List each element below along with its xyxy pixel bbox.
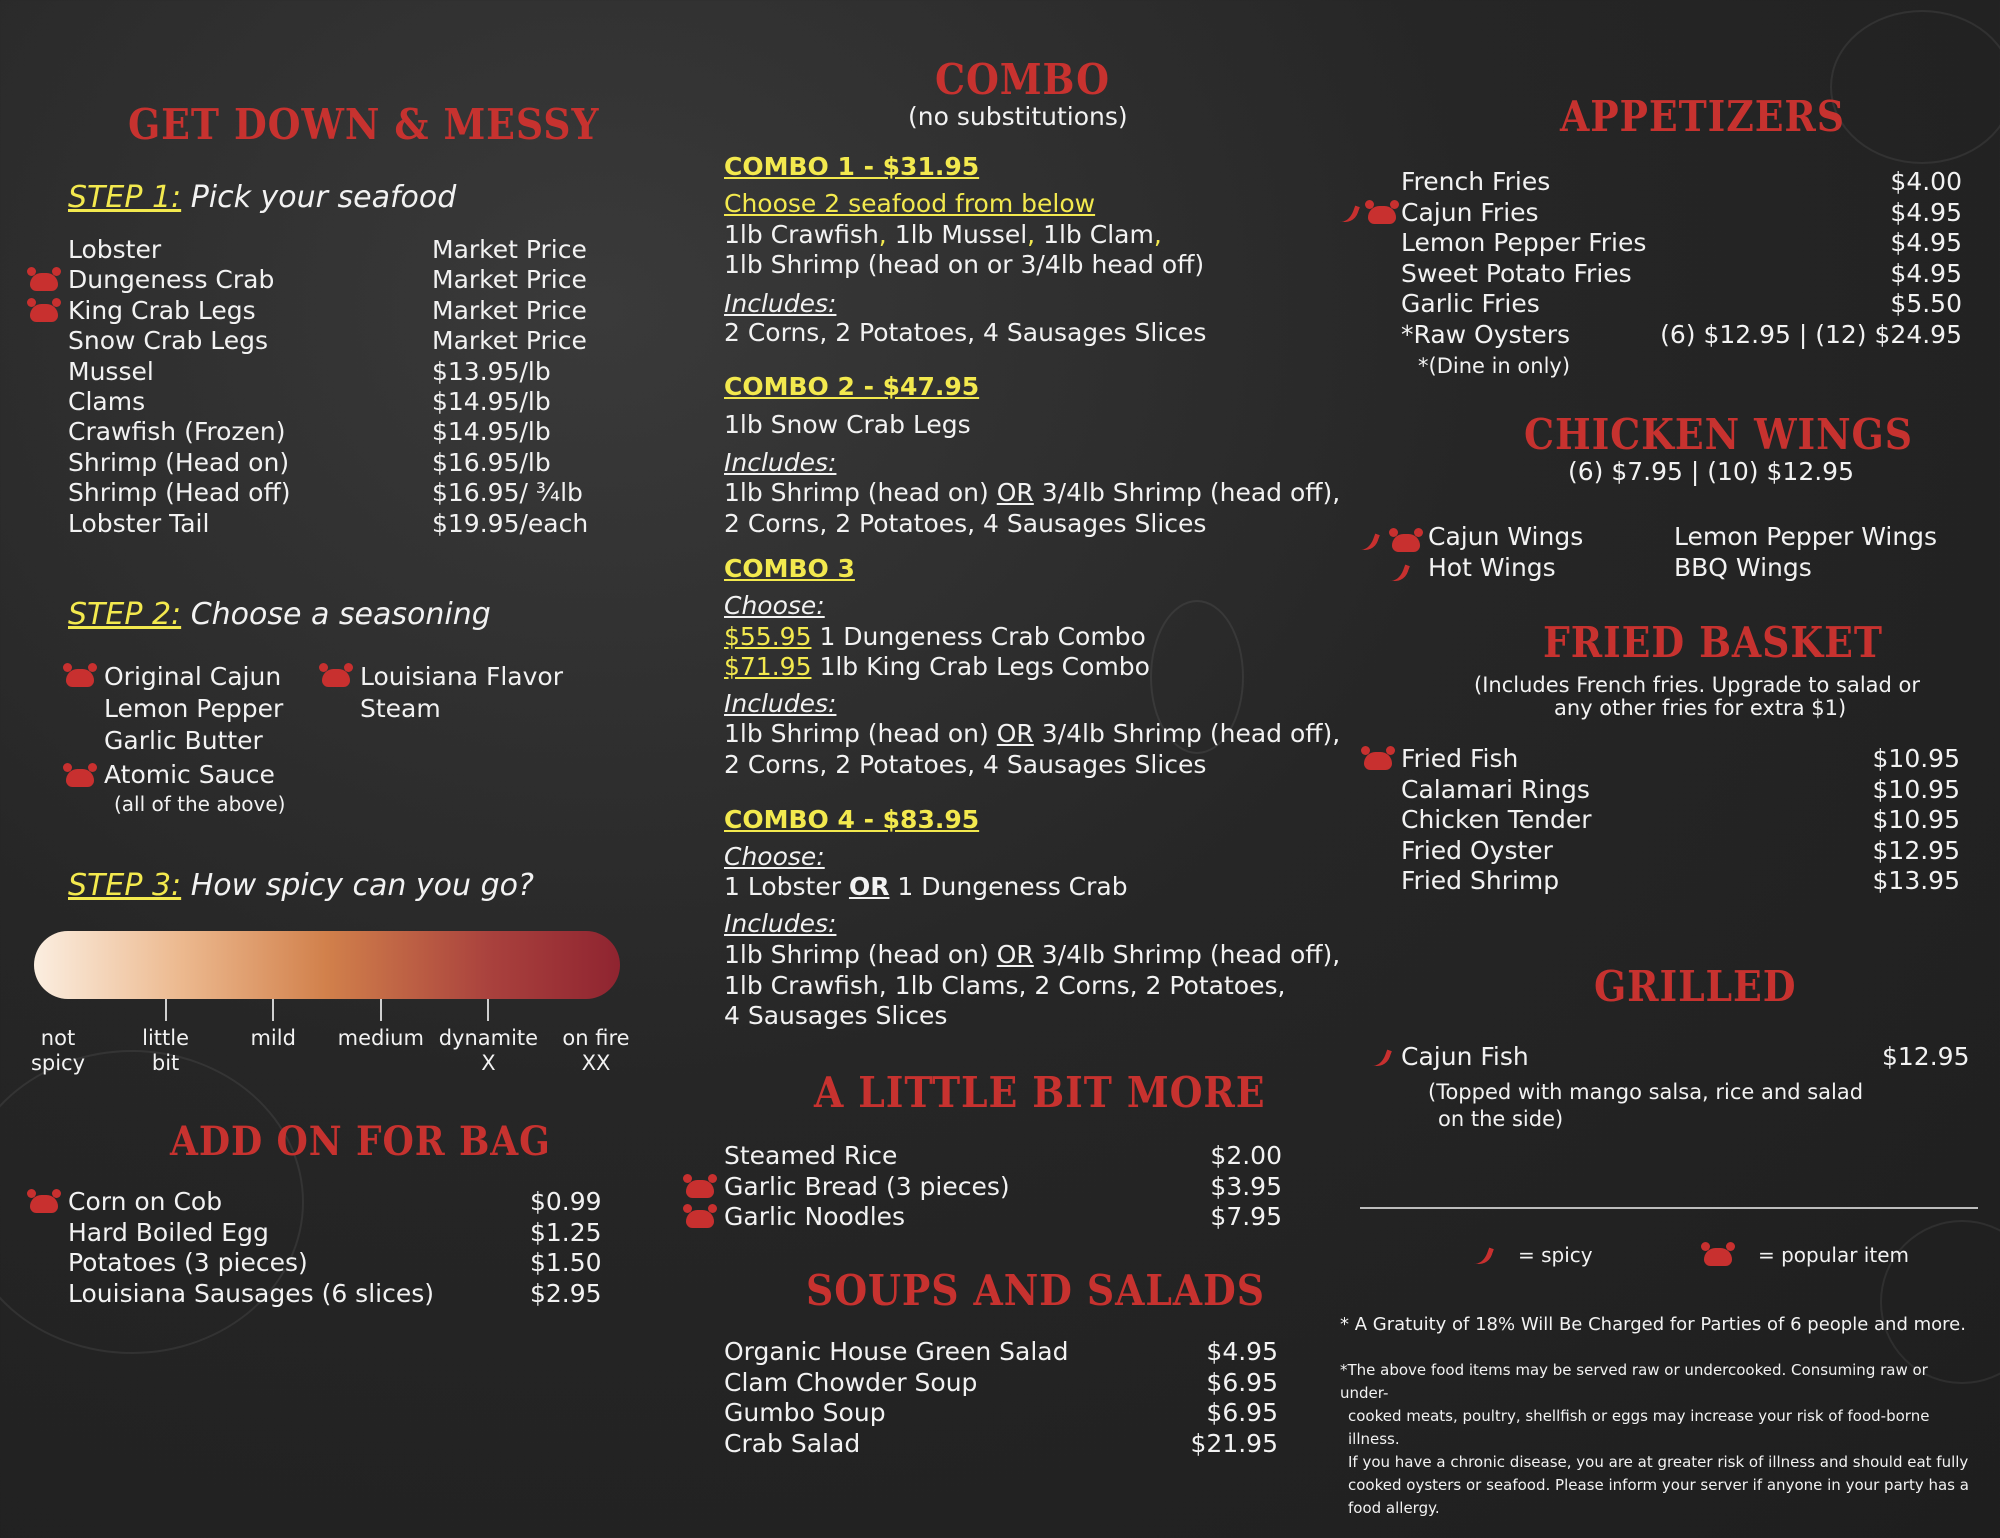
appetizer-name: Garlic Fries <box>1401 289 1540 318</box>
legend-spicy: = spicy <box>1518 1243 1593 1267</box>
soup-price: $6.95 <box>1206 1398 1278 1427</box>
wings-item: Cajun Wings <box>1428 522 1584 551</box>
grilled-note: (Topped with mango salsa, rice and salad <box>1428 1080 1864 1104</box>
combo4-includes: 4 Sausages Slices <box>724 1001 948 1030</box>
warning-line: cooked oysters or seafood. Please inform your server if anyone in your party has a <box>1348 1476 1969 1494</box>
shrimp-option: 1lb Shrimp (head on) <box>724 940 989 969</box>
seafood-price: $16.95/lb <box>432 447 551 477</box>
combo1-choose: Choose 2 seafood from below <box>724 189 1096 218</box>
seafood-price: Market Price <box>432 326 587 356</box>
allergy-warning <box>1340 1359 1980 1520</box>
little-more-name: Garlic Noodles <box>724 1202 906 1231</box>
add-on-price: $0.99 <box>530 1187 602 1216</box>
combo3-includes: 2 Corns, 2 Potatoes, 4 Sausages Slices <box>724 750 1207 779</box>
crab-icon <box>30 273 58 291</box>
crab-icon <box>1704 1248 1732 1266</box>
fried-basket-price: $10.95 <box>1872 744 1960 773</box>
combo-subtitle: (no substitutions) <box>908 102 1128 131</box>
appetizer-name: Sweet Potato Fries <box>1401 258 1632 288</box>
crab-icon <box>1392 534 1420 552</box>
seasoning-item: Atomic Sauce <box>104 760 275 789</box>
combo1-line: 1lb Shrimp (head on or 3/4lb head off) <box>724 250 1205 279</box>
soup-price: $21.95 <box>1190 1428 1278 1458</box>
seasoning-note: (all of the above) <box>114 792 286 816</box>
combo3-includes <box>724 719 1340 749</box>
fried-basket-name: Fried Oyster <box>1401 835 1553 865</box>
appetizers-title: APPETIZERS <box>1560 92 1845 141</box>
seafood-name: Shrimp (Head off) <box>68 478 291 508</box>
chili-pepper-icon <box>1359 530 1380 554</box>
seafood-price: Market Price <box>432 265 587 295</box>
grilled-title: GRILLED <box>1594 962 1797 1011</box>
seafood-name: Mussel <box>68 356 154 386</box>
divider <box>1360 1207 1978 1209</box>
combo2-title: COMBO 2 - $47.95 <box>724 372 980 401</box>
add-on-name: Hard Boiled Egg <box>68 1217 269 1247</box>
chili-pepper-icon <box>1473 1244 1494 1268</box>
combo2-line: 1lb Snow Crab Legs <box>724 410 971 439</box>
seafood-name: Crawfish (Frozen) <box>68 417 286 447</box>
combo3-option <box>724 622 1146 652</box>
seafood-name: Lobster <box>68 235 162 264</box>
fried-basket-price: $13.95 <box>1872 866 1960 895</box>
shrimp-option: 3/4lb Shrimp (head off), <box>1041 940 1341 969</box>
spice-level-label: on fire XX <box>562 1026 630 1075</box>
soup-name: Gumbo Soup <box>724 1398 886 1427</box>
combo1-option: 1lb Crawfish <box>724 220 879 249</box>
add-on-price: $1.25 <box>530 1217 602 1247</box>
combo4-choice: 1 Lobster <box>724 872 841 901</box>
step2-text: Choose a seasoning <box>190 597 491 632</box>
wings-title: CHICKEN WINGS <box>1524 410 1913 459</box>
warning-line: If you have a chronic disease, you are at greater risk of illness and should eat fully <box>1348 1453 1969 1471</box>
combo4-includes: 1lb Crawfish, 1lb Clams, 2 Corns, 2 Potatoes, <box>724 971 1286 1000</box>
includes-label: Includes: <box>724 448 837 477</box>
combo1-line: 1lb Crawfish, 1lb Mussel, 1lb Clam, <box>724 220 1162 249</box>
add-on-title: ADD ON FOR BAG <box>170 1118 551 1165</box>
add-on-name: Potatoes (3 pieces) <box>68 1248 308 1277</box>
seafood-price: Market Price <box>432 295 587 325</box>
fried-basket-price: $12.95 <box>1872 835 1960 865</box>
appetizer-name: French Fries <box>1401 167 1551 196</box>
seasoning-item: Louisiana Flavor <box>360 662 563 691</box>
step1-text: Pick your seafood <box>190 180 457 215</box>
chili-pepper-icon <box>1339 202 1360 226</box>
grilled-item: Cajun Fish <box>1401 1042 1529 1071</box>
fried-basket-name: Calamari Rings <box>1401 774 1590 804</box>
combo2-includes <box>724 478 1340 508</box>
appetizer-price: $4.00 <box>1890 167 1962 196</box>
crab-icon <box>686 1180 714 1198</box>
little-more-price: $7.95 <box>1210 1202 1282 1231</box>
spice-level-label: mild <box>250 1026 296 1050</box>
combo1-title: COMBO 1 - $31.95 <box>724 152 980 181</box>
fried-basket-name: Fried Fish <box>1401 744 1519 773</box>
seasoning-item: Steam <box>360 694 441 723</box>
step3-text: How spicy can you go? <box>190 868 534 903</box>
chili-pepper-icon <box>1389 561 1410 585</box>
seafood-price: $16.95/ ¾lb <box>432 478 583 508</box>
warning-line: food allergy. <box>1348 1499 1440 1517</box>
add-on-price: $2.95 <box>530 1278 602 1308</box>
seasoning-item: Lemon Pepper <box>104 694 284 723</box>
seafood-name: Dungeness Crab <box>68 265 275 295</box>
fried-basket-note: (Includes French fries. Upgrade to salad or <box>1474 673 1921 697</box>
crab-icon <box>30 304 58 322</box>
soup-name: Clam Chowder Soup <box>724 1367 978 1397</box>
appetizer-price: (6) $12.95 | (12) $24.95 <box>1660 319 1962 349</box>
step1-label: STEP 1: <box>68 180 182 215</box>
fried-basket-price: $10.95 <box>1872 774 1960 804</box>
crab-icon <box>1364 752 1392 770</box>
combo-title: COMBO <box>935 55 1110 104</box>
step2-heading <box>68 597 491 633</box>
wings-item: Lemon Pepper Wings <box>1674 522 1938 551</box>
spice-level-label: not spicy <box>30 1026 86 1075</box>
add-on-name: Louisiana Sausages (6 slices) <box>68 1278 435 1308</box>
dine-in-note: *(Dine in only) <box>1418 354 1571 378</box>
combo1-option: 1lb Clam <box>1043 220 1154 249</box>
crab-icon <box>66 669 94 687</box>
little-more-price: $3.95 <box>1210 1171 1282 1201</box>
combo1-includes: 2 Corns, 2 Potatoes, 4 Sausages Slices <box>724 318 1207 347</box>
combo3-title: COMBO 3 <box>724 554 855 583</box>
spice-level-label: little bit <box>142 1026 190 1075</box>
spice-tick <box>165 999 167 1021</box>
appetizer-name: Cajun Fries <box>1401 197 1539 227</box>
step2-label: STEP 2: <box>68 597 182 632</box>
choose-label: Choose: <box>724 842 825 871</box>
seafood-price: $19.95/each <box>432 508 589 538</box>
soups-title: SOUPS AND SALADS <box>806 1266 1265 1315</box>
crab-icon <box>322 669 350 687</box>
spice-level-label: dynamite X <box>438 1026 539 1075</box>
soup-price: $4.95 <box>1206 1337 1278 1366</box>
spice-tick <box>272 999 274 1021</box>
soup-name: Crab Salad <box>724 1428 861 1458</box>
fried-basket-note: any other fries for extra $1) <box>1554 696 1847 720</box>
or-text: OR <box>996 719 1034 748</box>
combo4-title: COMBO 4 - $83.95 <box>724 805 980 834</box>
seafood-name: Clams <box>68 387 146 416</box>
or-text: OR <box>996 940 1034 969</box>
soup-name: Organic House Green Salad <box>724 1337 1069 1366</box>
appetizer-price: $4.95 <box>1890 228 1962 257</box>
seafood-price: $14.95/lb <box>432 387 551 416</box>
seafood-name: Lobster Tail <box>68 508 210 538</box>
appetizer-price: $4.95 <box>1890 197 1962 227</box>
gratuity-note: * A Gratuity of 18% Will Be Charged for Parties of 6 people and more. <box>1340 1314 1966 1335</box>
spice-meter <box>34 931 620 999</box>
step3-label: STEP 3: <box>68 868 182 903</box>
little-more-name: Steamed Rice <box>724 1141 898 1170</box>
little-more-name: Garlic Bread (3 pieces) <box>724 1171 1010 1201</box>
warning-line: *The above food items may be served raw or undercooked. Consuming raw or under- <box>1340 1361 1928 1402</box>
seafood-name: King Crab Legs <box>68 295 256 325</box>
spice-tick <box>380 999 382 1021</box>
grilled-price: $12.95 <box>1882 1042 1970 1071</box>
seafood-name: Shrimp (Head on) <box>68 447 290 477</box>
combo4-option <box>724 872 1128 902</box>
shrimp-option: 3/4lb Shrimp (head off), <box>1041 478 1341 507</box>
combo4-choice: 1 Dungeness Crab <box>897 872 1128 901</box>
or-text: OR <box>996 478 1034 507</box>
includes-label: Includes: <box>724 689 837 718</box>
crab-icon <box>30 1195 58 1213</box>
seasoning-item: Garlic Butter <box>104 726 263 755</box>
or-text: OR <box>848 872 890 901</box>
appetizer-price: $5.50 <box>1890 289 1962 318</box>
combo1-option: 1lb Mussel <box>894 220 1028 249</box>
includes-label: Includes: <box>724 909 837 938</box>
fried-basket-name: Chicken Tender <box>1401 805 1592 834</box>
add-on-price: $1.50 <box>530 1248 602 1277</box>
shrimp-option: 1lb Shrimp (head on) <box>724 478 989 507</box>
shrimp-option: 1lb Shrimp (head on) <box>724 719 989 748</box>
step3-heading <box>68 868 534 904</box>
little-more-title: A LITTLE BIT MORE <box>814 1068 1266 1117</box>
grilled-note: on the side) <box>1438 1107 1564 1131</box>
combo3-price: $55.95 <box>724 622 812 651</box>
combo3-desc: 1 Dungeness Crab Combo <box>819 622 1146 651</box>
combo4-includes <box>724 940 1340 970</box>
wings-item: Hot Wings <box>1428 553 1556 582</box>
shrimp-option: 3/4lb Shrimp (head off), <box>1041 719 1341 748</box>
crab-icon <box>1368 206 1396 224</box>
get-down-title: GET DOWN & MESSY <box>128 100 600 149</box>
crab-icon <box>66 769 94 787</box>
appetizer-name: *Raw Oysters <box>1401 319 1571 349</box>
fried-basket-name: Fried Shrimp <box>1401 866 1560 895</box>
seasoning-item: Original Cajun <box>104 662 282 691</box>
chili-pepper-icon <box>1371 1046 1392 1070</box>
wings-item: BBQ Wings <box>1674 553 1812 582</box>
fried-basket-title: FRIED BASKET <box>1543 618 1883 667</box>
step1-heading <box>68 180 456 216</box>
warning-line: cooked meats, poultry, shellfish or eggs may increase your risk of food-borne illness. <box>1348 1407 1930 1448</box>
spice-tick <box>487 999 489 1021</box>
little-more-price: $2.00 <box>1210 1141 1282 1170</box>
choose-label: Choose: <box>724 591 825 620</box>
soup-price: $6.95 <box>1206 1367 1278 1397</box>
includes-label: Includes: <box>724 289 837 318</box>
crab-icon <box>686 1210 714 1228</box>
combo3-desc: 1lb King Crab Legs Combo <box>819 652 1150 681</box>
seafood-price: $13.95/lb <box>432 356 551 386</box>
spice-level-label: medium <box>337 1026 424 1050</box>
fried-basket-price: $10.95 <box>1872 805 1960 834</box>
add-on-name: Corn on Cob <box>68 1187 223 1216</box>
legend-popular: = popular item <box>1758 1243 1909 1267</box>
appetizer-name: Lemon Pepper Fries <box>1401 228 1647 257</box>
seafood-name: Snow Crab Legs <box>68 326 269 356</box>
appetizer-price: $4.95 <box>1890 258 1962 288</box>
combo3-price: $71.95 <box>724 652 812 681</box>
combo2-includes: 2 Corns, 2 Potatoes, 4 Sausages Slices <box>724 509 1207 538</box>
wings-prices: (6) $7.95 | (10) $12.95 <box>1568 457 1854 486</box>
combo3-option <box>724 652 1150 682</box>
seafood-price: Market Price <box>432 235 587 264</box>
seafood-price: $14.95/lb <box>432 417 551 447</box>
background-sketch <box>1830 10 2000 164</box>
